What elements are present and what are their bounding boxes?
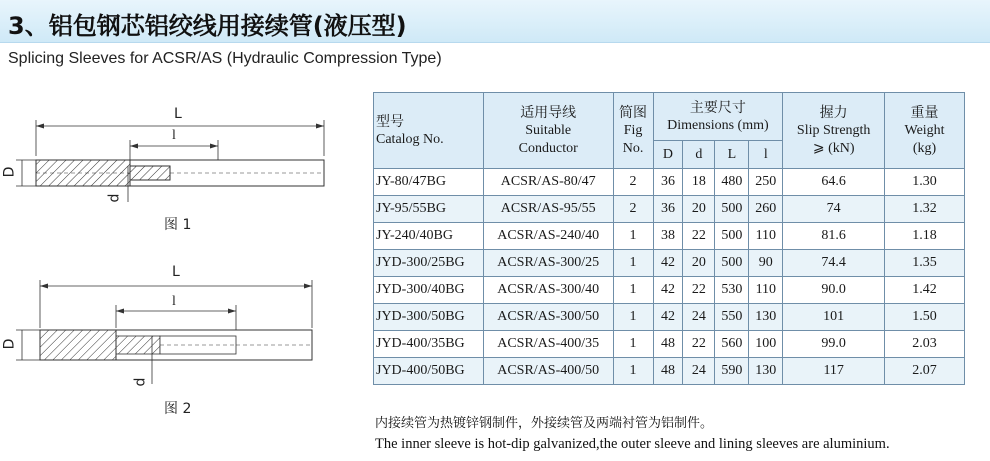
note-english: The inner sleeve is hot-dip galvanized,the outer sleeve and lining sleeves are aluminium. bbox=[375, 436, 890, 452]
fig2-label-L: L bbox=[172, 264, 180, 280]
cell-catalog: JYD-400/35BG bbox=[374, 331, 484, 358]
figure-1-drawing bbox=[16, 120, 324, 202]
cell-D: 36 bbox=[653, 169, 683, 196]
header-weight: 重量 Weight (kg) bbox=[885, 93, 965, 169]
cell-weight: 1.50 bbox=[885, 304, 965, 331]
fig1-label-L: L bbox=[174, 106, 182, 122]
cell-L: 500 bbox=[715, 223, 749, 250]
fig2-label-l: l bbox=[172, 294, 176, 309]
cell-d: 20 bbox=[683, 250, 715, 277]
cell-L: 550 bbox=[715, 304, 749, 331]
note-chinese: 内接续管为热镀锌钢制件，外接续管及两端衬管为铝制件。 bbox=[375, 416, 714, 431]
cell-d: 22 bbox=[683, 277, 715, 304]
header-d: d bbox=[683, 141, 715, 169]
title-bar bbox=[0, 0, 990, 43]
cell-fig: 1 bbox=[613, 358, 653, 385]
cell-D: 48 bbox=[653, 331, 683, 358]
cell-l: 130 bbox=[749, 304, 783, 331]
cell-conductor: ACSR/AS-95/55 bbox=[483, 196, 613, 223]
cell-fig: 1 bbox=[613, 250, 653, 277]
cell-conductor: ACSR/AS-80/47 bbox=[483, 169, 613, 196]
cell-L: 500 bbox=[715, 250, 749, 277]
cell-slip: 117 bbox=[783, 358, 885, 385]
cell-fig: 1 bbox=[613, 331, 653, 358]
cell-d: 22 bbox=[683, 331, 715, 358]
cell-D: 48 bbox=[653, 358, 683, 385]
table-row bbox=[374, 304, 965, 331]
table-row bbox=[374, 223, 965, 250]
cell-slip: 74.4 bbox=[783, 250, 885, 277]
header-L: L bbox=[715, 141, 749, 169]
fig1-caption: 图 1 bbox=[164, 217, 192, 233]
cell-d: 24 bbox=[683, 358, 715, 385]
fig2-caption: 图 2 bbox=[164, 401, 192, 417]
table-row bbox=[374, 250, 965, 277]
cell-l: 100 bbox=[749, 331, 783, 358]
cell-catalog: JY-240/40BG bbox=[374, 223, 484, 250]
cell-catalog: JYD-300/50BG bbox=[374, 304, 484, 331]
cell-weight: 1.18 bbox=[885, 223, 965, 250]
cell-conductor: ACSR/AS-300/50 bbox=[483, 304, 613, 331]
cell-slip: 64.6 bbox=[783, 169, 885, 196]
cell-weight: 1.35 bbox=[885, 250, 965, 277]
table-body bbox=[374, 169, 965, 385]
cell-weight: 1.32 bbox=[885, 196, 965, 223]
header-slip: 握力 Slip Strength ⩾ (kN) bbox=[783, 93, 885, 169]
cell-catalog: JYD-300/25BG bbox=[374, 250, 484, 277]
cell-d: 20 bbox=[683, 196, 715, 223]
notes bbox=[375, 412, 890, 453]
cell-D: 42 bbox=[653, 304, 683, 331]
cell-l: 260 bbox=[749, 196, 783, 223]
cell-slip: 101 bbox=[783, 304, 885, 331]
cell-conductor: ACSR/AS-300/25 bbox=[483, 250, 613, 277]
cell-D: 42 bbox=[653, 250, 683, 277]
cell-weight: 2.07 bbox=[885, 358, 965, 385]
header-dimensions: 主要尺寸 Dimensions (mm) bbox=[653, 93, 783, 141]
table-row bbox=[374, 331, 965, 358]
cell-D: 38 bbox=[653, 223, 683, 250]
figures-area bbox=[0, 90, 370, 430]
cell-catalog: JY-95/55BG bbox=[374, 196, 484, 223]
cell-slip: 81.6 bbox=[783, 223, 885, 250]
fig1-label-l: l bbox=[172, 128, 176, 143]
cell-L: 590 bbox=[715, 358, 749, 385]
cell-weight: 1.42 bbox=[885, 277, 965, 304]
header-l: l bbox=[749, 141, 783, 169]
cell-conductor: ACSR/AS-240/40 bbox=[483, 223, 613, 250]
cell-L: 480 bbox=[715, 169, 749, 196]
figure-2-drawing bbox=[16, 280, 312, 384]
cell-L: 560 bbox=[715, 331, 749, 358]
cell-conductor: ACSR/AS-300/40 bbox=[483, 277, 613, 304]
fig1-label-D: D bbox=[1, 166, 18, 178]
cell-D: 42 bbox=[653, 277, 683, 304]
cell-slip: 74 bbox=[783, 196, 885, 223]
sleeve-drawings bbox=[0, 90, 370, 430]
fig2-label-D: D bbox=[1, 338, 18, 350]
table-row bbox=[374, 358, 965, 385]
cell-fig: 1 bbox=[613, 223, 653, 250]
cell-catalog: JYD-400/50BG bbox=[374, 358, 484, 385]
header-fig: 简图 Fig No. bbox=[613, 93, 653, 169]
fig1-label-d: d bbox=[106, 193, 123, 203]
cell-L: 500 bbox=[715, 196, 749, 223]
fig2-label-d: d bbox=[132, 377, 149, 387]
page-title: 3、铝包钢芯铝绞线用接续管(液压型) bbox=[8, 12, 407, 40]
cell-slip: 90.0 bbox=[783, 277, 885, 304]
table-row bbox=[374, 169, 965, 196]
cell-L: 530 bbox=[715, 277, 749, 304]
cell-conductor: ACSR/AS-400/35 bbox=[483, 331, 613, 358]
cell-d: 22 bbox=[683, 223, 715, 250]
cell-l: 250 bbox=[749, 169, 783, 196]
cell-l: 110 bbox=[749, 277, 783, 304]
cell-weight: 2.03 bbox=[885, 331, 965, 358]
cell-l: 110 bbox=[749, 223, 783, 250]
cell-weight: 1.30 bbox=[885, 169, 965, 196]
cell-fig: 1 bbox=[613, 277, 653, 304]
cell-fig: 1 bbox=[613, 304, 653, 331]
table-row bbox=[374, 277, 965, 304]
header-D: D bbox=[653, 141, 683, 169]
cell-D: 36 bbox=[653, 196, 683, 223]
cell-l: 90 bbox=[749, 250, 783, 277]
header-conductor: 适用导线 Suitable Conductor bbox=[483, 93, 613, 169]
cell-catalog: JY-80/47BG bbox=[374, 169, 484, 196]
cell-d: 18 bbox=[683, 169, 715, 196]
cell-l: 130 bbox=[749, 358, 783, 385]
cell-conductor: ACSR/AS-400/50 bbox=[483, 358, 613, 385]
page-subtitle: Splicing Sleeves for ACSR/AS (Hydraulic Compression Type) bbox=[8, 50, 442, 67]
cell-fig: 2 bbox=[613, 169, 653, 196]
spec-table bbox=[373, 92, 965, 385]
cell-slip: 99.0 bbox=[783, 331, 885, 358]
cell-fig: 2 bbox=[613, 196, 653, 223]
table-row bbox=[374, 196, 965, 223]
header-catalog: 型号 Catalog No. bbox=[374, 93, 484, 169]
cell-catalog: JYD-300/40BG bbox=[374, 277, 484, 304]
cell-d: 24 bbox=[683, 304, 715, 331]
